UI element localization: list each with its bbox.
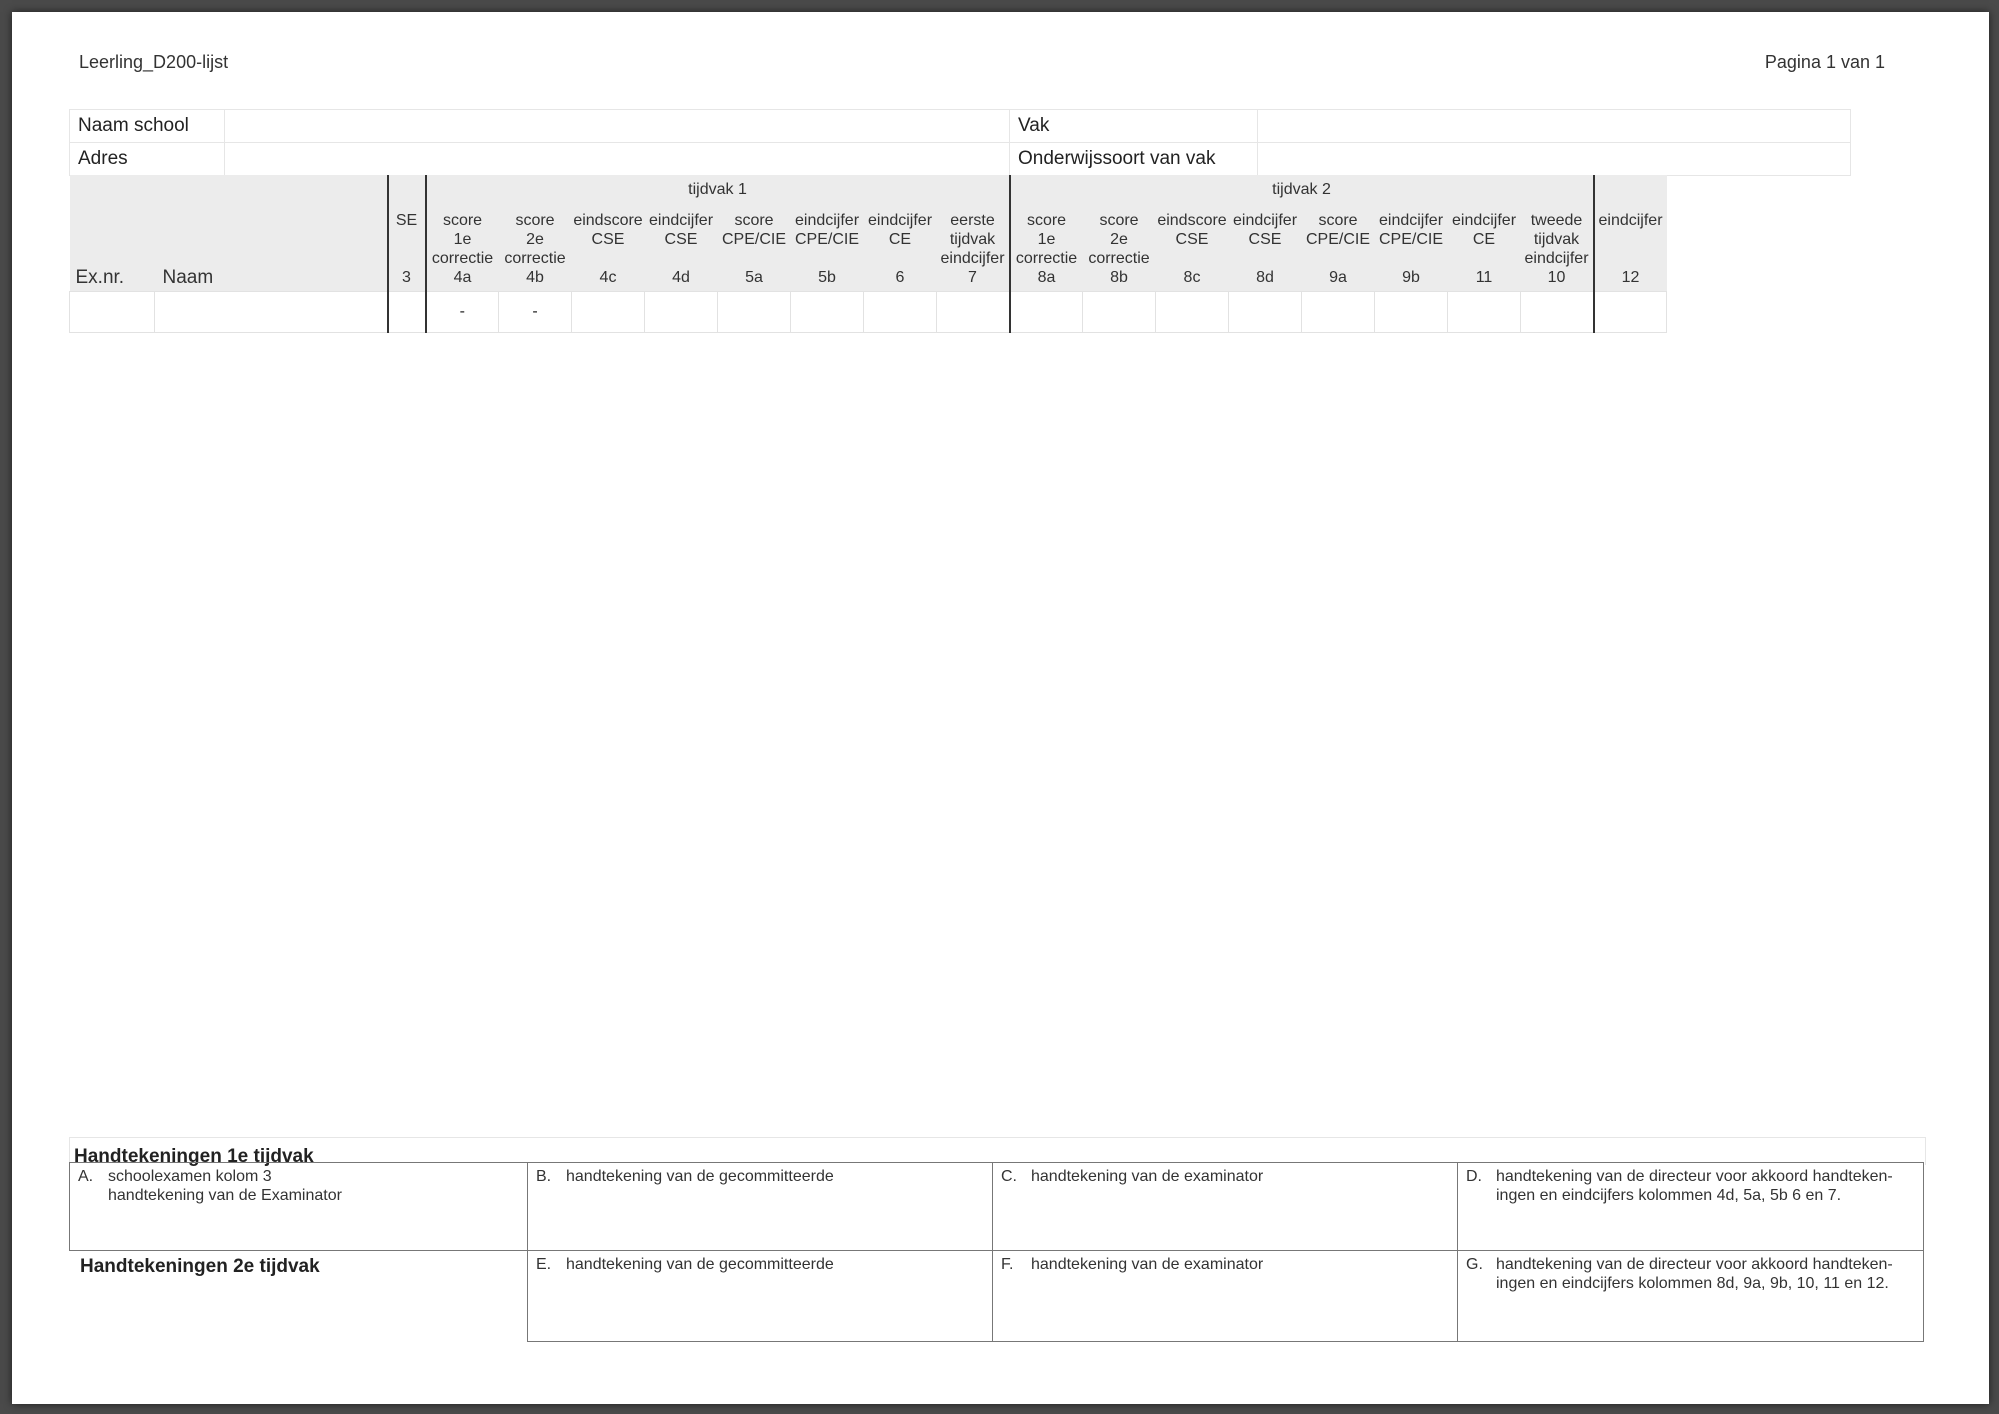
cell-5b[interactable] xyxy=(791,292,864,333)
signatures-heading-row xyxy=(69,1137,1926,1165)
column-header-9b: eindcijfer CPE/CIE 9b xyxy=(1375,203,1448,292)
column-header-4b: score 2e correctie 4b xyxy=(499,203,572,292)
column-header-9a: score CPE/CIE 9a xyxy=(1302,203,1375,292)
vak-label: Vak xyxy=(1010,110,1258,143)
se-cell[interactable] xyxy=(388,292,426,333)
exnr-cell[interactable] xyxy=(70,292,155,333)
signature-box-a[interactable]: A. schoolexamen kolom 3 handtekening van de Examinator xyxy=(69,1162,528,1251)
signature-box-d[interactable]: D. handtekening van de directeur voor akkoord handteken- ingen en eindcijfers kolommen 4d, 5a, 5b 6 en 7. xyxy=(1457,1162,1924,1251)
onderwijssoort-field[interactable] xyxy=(1258,143,1851,176)
adres-label: Adres xyxy=(70,143,225,176)
cell-8c[interactable] xyxy=(1156,292,1229,333)
column-header-8a: score 1e correctie 8a xyxy=(1010,203,1083,292)
cell-4d[interactable] xyxy=(645,292,718,333)
tijdvak-2-header: tijdvak 2 xyxy=(1010,175,1594,203)
column-header-4a: score 1e correctie 4a xyxy=(426,203,499,292)
column-header-5a: score CPE/CIE 5a xyxy=(718,203,791,292)
onderwijssoort-label: Onderwijssoort van vak xyxy=(1010,143,1258,176)
signature-box-f[interactable]: F. handtekening van de examinator xyxy=(992,1250,1458,1342)
cell-8d[interactable] xyxy=(1229,292,1302,333)
page-number: Pagina 1 van 1 xyxy=(1764,52,1885,72)
final-cell[interactable] xyxy=(1594,292,1667,333)
adres-field[interactable] xyxy=(225,143,1010,176)
exnr-header: Ex.nr. xyxy=(70,175,155,292)
naam-header: Naam xyxy=(155,175,388,292)
se-header: SE 3 xyxy=(388,175,426,292)
signatures-heading-1: Handtekeningen 1e tijdvak xyxy=(74,1146,314,1167)
cell-4b[interactable]: - xyxy=(499,292,572,333)
signature-box-g[interactable]: G. handtekening van de directeur voor akkoord handteken- ingen en eindcijfers kolommen 8d, 9a, 9b, 10, 11 en 12. xyxy=(1457,1250,1924,1342)
tijdvak-1-header: tijdvak 1 xyxy=(426,175,1010,203)
school-field[interactable] xyxy=(225,110,1010,143)
cell-4c[interactable] xyxy=(572,292,645,333)
cell-10[interactable] xyxy=(1521,292,1594,333)
column-header-11: eindcijfer CE 11 xyxy=(1448,203,1521,292)
column-header-4c: eindscore CSE 4c xyxy=(572,203,645,292)
column-header-8c: eindscore CSE 8c xyxy=(1156,203,1229,292)
cell-5a[interactable] xyxy=(718,292,791,333)
column-header-4d: eindcijfer CSE 4d xyxy=(645,203,718,292)
column-header-8b: score 2e correctie 8b xyxy=(1083,203,1156,292)
document-page xyxy=(12,12,1989,1404)
cell-8b[interactable] xyxy=(1083,292,1156,333)
vak-field[interactable] xyxy=(1258,110,1851,143)
school-info-table xyxy=(69,109,1851,176)
score-table xyxy=(69,175,1667,333)
cell-6[interactable] xyxy=(864,292,937,333)
cell-9a[interactable] xyxy=(1302,292,1375,333)
column-header-5b: eindcijfer CPE/CIE 5b xyxy=(791,203,864,292)
cell-11[interactable] xyxy=(1448,292,1521,333)
column-header-6: eindcijfer CE 6 xyxy=(864,203,937,292)
cell-4a[interactable]: - xyxy=(426,292,499,333)
table-row xyxy=(70,292,1667,333)
signatures-heading-2: Handtekeningen 2e tijdvak xyxy=(80,1256,320,1277)
cell-8a[interactable] xyxy=(1010,292,1083,333)
cell-9b[interactable] xyxy=(1375,292,1448,333)
column-header-10: tweede tijdvak eindcijfer 10 xyxy=(1521,203,1594,292)
signature-box-e[interactable]: E. handtekening van de gecommitteerde xyxy=(527,1250,993,1342)
final-header: eindcijfer 12 xyxy=(1594,175,1667,292)
signature-box-b[interactable]: B. handtekening van de gecommitteerde xyxy=(527,1162,993,1251)
column-header-8d: eindcijfer CSE 8d xyxy=(1229,203,1302,292)
document-title: Leerling_D200-lijst xyxy=(79,52,229,72)
cell-7[interactable] xyxy=(937,292,1010,333)
naam-cell[interactable] xyxy=(155,292,388,333)
signature-box-c[interactable]: C. handtekening van de examinator xyxy=(992,1162,1458,1251)
school-label: Naam school xyxy=(70,110,225,143)
column-header-7: eerste tijdvak eindcijfer 7 xyxy=(937,203,1010,292)
